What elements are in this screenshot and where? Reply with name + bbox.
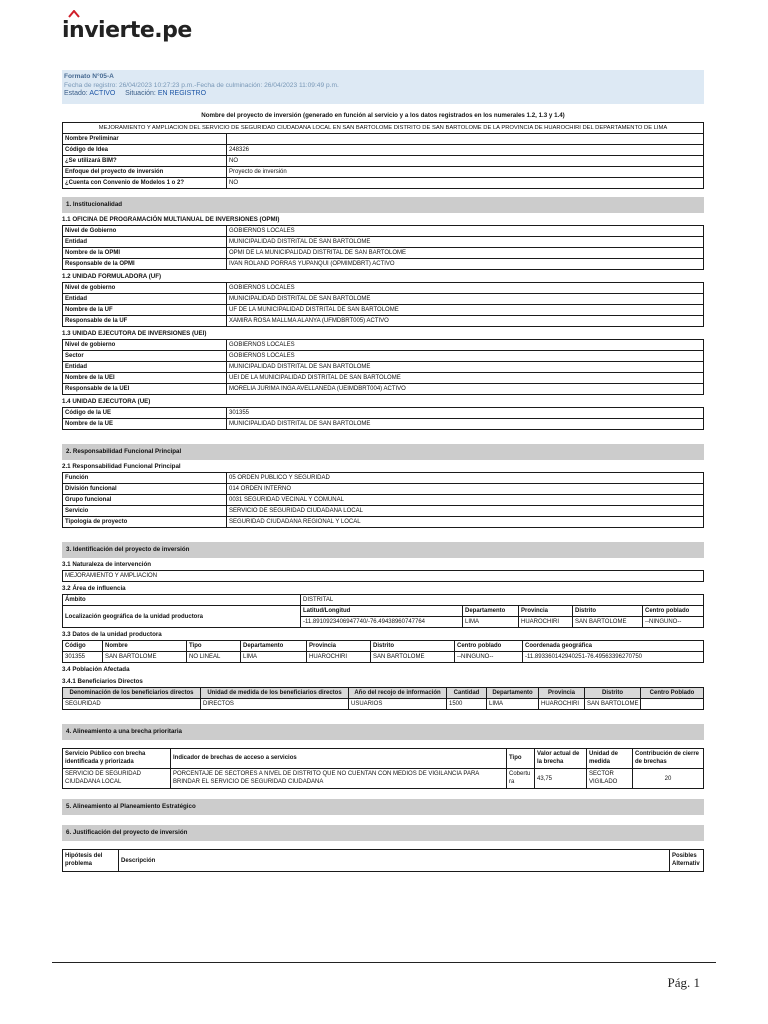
row-value — [227, 134, 704, 145]
column-header: Provincia — [539, 688, 585, 699]
row-label: ¿Cuenta con Convenio de Modelos 1 o 2? — [63, 178, 227, 189]
row-value: 014 ORDEN INTERNO — [227, 484, 704, 495]
row-label: Servicio — [63, 506, 227, 517]
column-header: Unidad de medida de los beneficiarios directos — [201, 688, 349, 699]
row-label: Entidad — [63, 294, 227, 305]
formato-label: Formato N°05-A — [64, 73, 114, 80]
table-cell: SAN BARTOLOME — [103, 652, 187, 663]
row-value: GOBIERNOS LOCALES — [227, 226, 704, 237]
column-header: Nombre — [103, 641, 187, 652]
logo-roof-icon — [68, 10, 80, 18]
situacion-label: Situación: — [125, 90, 156, 97]
row-value: XAMIRA ROSA MALLMA ALANYA (UFMDBRT005) ACTIVO — [227, 316, 704, 327]
table-cell: LIMA — [487, 699, 539, 710]
row-value: SEGURIDAD CIUDADANA REGIONAL Y LOCAL — [227, 517, 704, 528]
row-value: GOBIERNOS LOCALES — [227, 351, 704, 362]
table-cell: LIMA — [463, 617, 519, 628]
table-cell: DIRECTOS — [201, 699, 349, 710]
form-header-band — [62, 70, 704, 104]
row-label: Nombre de la UEI — [63, 373, 227, 384]
table-cell: 43,75 — [535, 769, 587, 789]
row-label: División funcional — [63, 484, 227, 495]
column-header: Posibles Alternativ — [670, 850, 704, 872]
project-summary-table — [62, 122, 704, 189]
column-header: Tipo — [187, 641, 241, 652]
row-label: Código de la UE — [63, 408, 227, 419]
column-header: Centro poblado — [455, 641, 523, 652]
column-header: Año del recojo de información — [349, 688, 447, 699]
table-cell: HUAROCHIRI — [539, 699, 585, 710]
row-label: Grupo funcional — [63, 495, 227, 506]
ue-table — [62, 407, 704, 430]
table-cell: SAN BARTOLOME — [371, 652, 455, 663]
status-line — [64, 90, 702, 99]
ambito-value: DISTRITAL — [301, 595, 704, 606]
column-header: Provincia — [519, 606, 573, 617]
table-cell: SAN BARTOLOME — [585, 699, 641, 710]
table-cell: -11.8910923406947740/-76.49438960747764 — [301, 617, 463, 628]
row-value: UF DE LA MUNICIPALIDAD DISTRITAL DE SAN BARTOLOME — [227, 305, 704, 316]
project-name-caption: Nombre del proyecto de inversión (generado en función al servicio y a los datos registrados en los numerales 1.2, 1.3 y 1.4) — [201, 112, 565, 119]
column-header: Unidad de medida — [587, 749, 633, 769]
row-label: Tipología de proyecto — [63, 517, 227, 528]
row-label: Código de Idea — [63, 145, 227, 156]
table-cell: NO LINEAL — [187, 652, 241, 663]
row-value: GOBIERNOS LOCALES — [227, 283, 704, 294]
table-cell: Cobertura — [507, 769, 535, 789]
table-cell: PORCENTAJE DE SECTORES A NIVEL DE DISTRITO QUE NO CUENTAN CON MEDIOS DE VIGILANCIA PARA BRINDAR EL SERVICIO DE SEGURIDAD CIUDADANA — [171, 769, 507, 789]
row-label: Entidad — [63, 237, 227, 248]
column-header: Hipótesis del problema — [63, 850, 119, 872]
row-label: Responsable de la OPMI — [63, 259, 227, 270]
uf-title: 1.2 UNIDAD FORMULADORA (UF) — [62, 273, 162, 280]
table-cell: 1500 — [447, 699, 487, 710]
column-header: Indicador de brechas de acceso a servicios — [171, 749, 507, 769]
invierte-pe-logo — [62, 18, 192, 48]
column-header: Latitud/Longitud — [301, 606, 463, 617]
section-1-title: 1. Institucionalidad — [62, 197, 704, 213]
section-5-title: 5. Alineamiento al Planeamiento Estratégico — [62, 799, 704, 815]
justificacion-table — [62, 849, 704, 872]
table-cell: SECTOR VIGILADO — [587, 769, 633, 789]
row-value: IVAN ROLAND PORRAS YUPANQUI (OPMIMDBRT) ACTIVO — [227, 259, 704, 270]
row-label: Nivel de gobierno — [63, 340, 227, 351]
table-cell: HUAROCHIRI — [307, 652, 371, 663]
localizacion-label: Localización geográfica de la unidad productora — [63, 606, 301, 628]
column-header: Tipo — [507, 749, 535, 769]
row-value: MORELIA JURIMA INGA AVELLANEDA (UEIMDBRT004) ACTIVO — [227, 384, 704, 395]
column-header: Código — [63, 641, 103, 652]
table-cell: LIMA — [241, 652, 307, 663]
row-label: Enfoque del proyecto de inversión — [63, 167, 227, 178]
registration-dates: Fecha de registro: 26/04/2023 10:27:23 p.m.-Fecha de culminación: 26/04/2023 11:09:49 p.m. — [64, 81, 339, 89]
row-value: GOBIERNOS LOCALES — [227, 340, 704, 351]
row-value: UEI DE LA MUNICIPALIDAD DISTRITAL DE SAN BARTOLOME — [227, 373, 704, 384]
column-header: Coordenada geográfica — [523, 641, 704, 652]
column-header: Valor actual de la brecha — [535, 749, 587, 769]
opmi-title: 1.1 OFICINA DE PROGRAMACIÓN MULTIANUAL DE INVERSIONES (OPMI) — [62, 216, 280, 223]
column-header: Centro poblado — [643, 606, 704, 617]
row-label: Nivel de Gobierno — [63, 226, 227, 237]
row-label: Nivel de gobierno — [63, 283, 227, 294]
column-header: Centro Poblado — [641, 688, 704, 699]
column-header: Departamento — [487, 688, 539, 699]
table-cell — [641, 699, 704, 710]
row-label: Nombre de la OPMI — [63, 248, 227, 259]
row-label: Nombre Preliminar — [63, 134, 227, 145]
row-label: Responsable de la UEI — [63, 384, 227, 395]
row-value: MUNICIPALIDAD DISTRITAL DE SAN BARTOLOME — [227, 237, 704, 248]
unidad-productora-table — [62, 640, 704, 663]
opmi-table — [62, 225, 704, 270]
uf-table — [62, 282, 704, 327]
row-value: SERVICIO DE SEGURIDAD CIUDADANA LOCAL — [227, 506, 704, 517]
row-value: MUNICIPALIDAD DISTRITAL DE SAN BARTOLOME — [227, 294, 704, 305]
row-label: ¿Se utilizará BIM? — [63, 156, 227, 167]
row-value: NO — [227, 178, 704, 189]
row-label: Responsable de la UF — [63, 316, 227, 327]
ue-title: 1.4 UNIDAD EJECUTORA (UE) — [62, 398, 151, 405]
row-value: Proyecto de inversión — [227, 167, 704, 178]
table-cell: SAN BARTOLOME — [573, 617, 643, 628]
column-header: Denominación de los beneficiarios directos — [63, 688, 201, 699]
column-header: Provincia — [307, 641, 371, 652]
column-header: Distrito — [573, 606, 643, 617]
section-2-title: 2. Responsabilidad Funcional Principal — [62, 444, 704, 460]
project-name: MEJORAMIENTO Y AMPLIACION DEL SERVICIO DE SEGURIDAD CIUDADANA LOCAL EN SAN BARTOLOME DISTRITO DE SAN BARTOLOME DE LA PROVINCIA DE HUAROCHIRI DEL DEPARTAMENTO DE LIMA — [63, 123, 704, 134]
beneficiarios-title: 3.4.1 Beneficiarios Directos — [62, 678, 143, 685]
row-value: 248326 — [227, 145, 704, 156]
row-value: OPMI DE LA MUNICIPALIDAD DISTRITAL DE SAN BARTOLOME — [227, 248, 704, 259]
table-cell: --NINGUNO-- — [455, 652, 523, 663]
resp-funcional-subtitle: 2.1 Responsabilidad Funcional Principal — [62, 463, 181, 470]
area-influencia-title: 3.2 Área de influencia — [62, 585, 126, 592]
uei-title: 1.3 UNIDAD EJECUTORA DE INVERSIONES (UEI) — [62, 330, 207, 337]
column-header: Servicio Público con brecha identificada y priorizada — [63, 749, 171, 769]
poblacion-afectada-title: 3.4 Población Afectada — [62, 666, 130, 673]
naturaleza-title: 3.1 Naturaleza de intervención — [62, 561, 152, 568]
table-cell: USUARIOS — [349, 699, 447, 710]
table-cell: 20 — [633, 769, 704, 789]
row-label: Entidad — [63, 362, 227, 373]
naturaleza-table — [62, 570, 704, 582]
row-label: Sector — [63, 351, 227, 362]
column-header: Descripción — [119, 850, 670, 872]
row-value: MUNICIPALIDAD DISTRITAL DE SAN BARTOLOME — [227, 419, 704, 430]
row-label: Función — [63, 473, 227, 484]
row-value: 05 ORDEN PUBLICO Y SEGURIDAD — [227, 473, 704, 484]
section-4-title: 4. Alineamiento a una brecha prioritaria — [62, 724, 704, 740]
table-cell: -11.893360142940251-76.49563396270750 — [523, 652, 704, 663]
beneficiarios-table — [62, 687, 704, 710]
logo-text: invierte.pe — [62, 18, 192, 43]
uei-table — [62, 339, 704, 395]
row-value: 0031 SEGURIDAD VECINAL Y COMUNAL — [227, 495, 704, 506]
estado-value: ACTIVO — [89, 90, 116, 97]
section-6-title: 6. Justificación del proyecto de inversión — [62, 825, 704, 841]
row-value: MUNICIPALIDAD DISTRITAL DE SAN BARTOLOME — [227, 362, 704, 373]
document-body — [62, 110, 704, 872]
table-cell: SERVICIO DE SEGURIDAD CIUDADANA LOCAL — [63, 769, 171, 789]
brecha-table — [62, 748, 704, 789]
situacion-value: EN REGISTRO — [157, 90, 207, 97]
table-cell: SEGURIDAD — [63, 699, 201, 710]
row-label: Nombre de la UF — [63, 305, 227, 316]
ambito-label: Ámbito — [63, 595, 301, 606]
table-cell: HUAROCHIRI — [519, 617, 573, 628]
area-influencia-table — [62, 594, 704, 628]
unidad-productora-title: 3.3 Datos de la unidad productora — [62, 631, 162, 638]
section-3-title: 3. Identificación del proyecto de inversión — [62, 542, 704, 558]
column-header: Contribución de cierre de brechas — [633, 749, 704, 769]
row-value: NO — [227, 156, 704, 167]
column-header: Cantidad — [447, 688, 487, 699]
naturaleza-value: MEJORAMIENTO Y AMPLIACION — [63, 571, 704, 582]
page-number: Pág. 1 — [667, 975, 700, 990]
column-header: Distrito — [585, 688, 641, 699]
column-header: Departamento — [241, 641, 307, 652]
row-label: Nombre de la UE — [63, 419, 227, 430]
column-header: Distrito — [371, 641, 455, 652]
column-header: Departamento — [463, 606, 519, 617]
table-cell: 301355 — [63, 652, 103, 663]
table-cell: --NINGUNO-- — [643, 617, 704, 628]
row-value: 301355 — [227, 408, 704, 419]
footer-divider — [52, 962, 716, 963]
estado-label: Estado: — [64, 90, 88, 97]
resp-funcional-table — [62, 472, 704, 528]
